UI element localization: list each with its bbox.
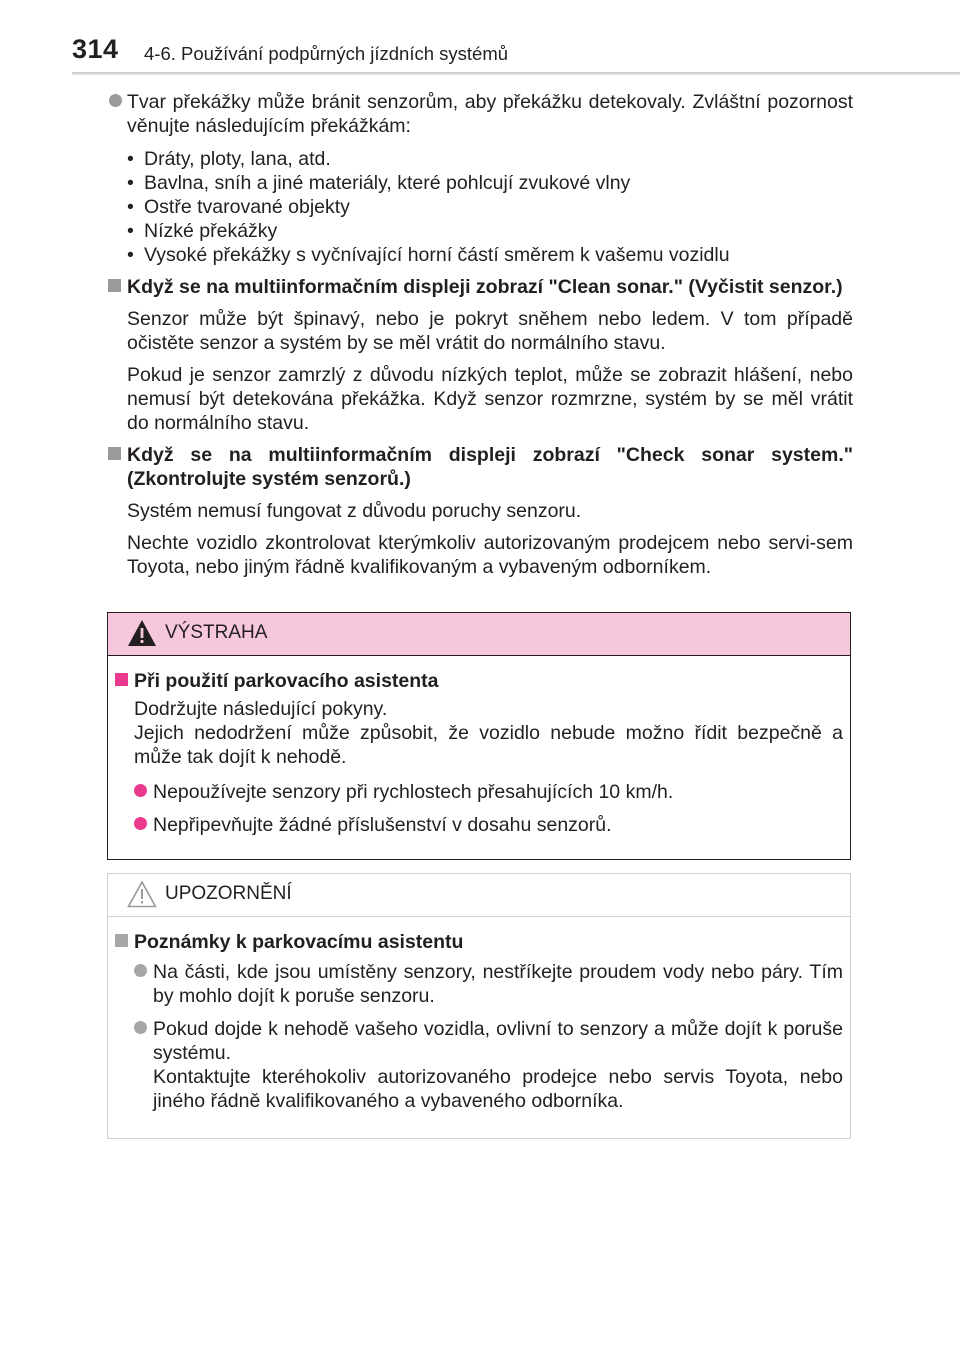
bullet-dot-icon <box>109 94 122 107</box>
warning-title: VÝSTRAHA <box>165 622 268 643</box>
heading-square-icon <box>115 673 128 686</box>
header-divider <box>72 72 960 75</box>
paragraph: Pokud je senzor zamrzlý z důvodu nízkých teplot, může se zobrazit hlášení, nebo nemusí být detekována překážka. Když senzor rozmrzne, systém by se měl vrátit do normálního stavu. <box>127 364 853 434</box>
intro-text: Tvar překážky může bránit senzorům, aby překážku detekovaly. Zvláštní pozornost věnujte následujícím překážkám: <box>127 91 853 137</box>
warning-line: Dodržujte následující pokyny. <box>134 698 388 720</box>
bullet-dot-icon <box>134 1021 147 1034</box>
paragraph: Systém nemusí fungovat z důvodu poruchy senzoru. <box>127 500 582 522</box>
page-number: 314 <box>72 34 119 64</box>
warning-bullet: Nepřipevňujte žádné příslušenství v dosahu senzorů. <box>115 813 843 837</box>
section-heading-check: Když se na multiinformačním displeji zobrazí "Check sonar system." (Zkontrolujte systém senzorů.) <box>108 443 853 491</box>
paragraph: Nechte vozidlo zkontrolovat kterýmkoliv autorizovaným prodejcem nebo servi-sem Toyota, nebo jiným řádně kvalifikovaným a vybaveným odborníkem. <box>127 532 853 578</box>
notice-extra: Kontaktujte kteréhokoliv autorizovaného prodejce nebo servis Toyota, nebo jiného řádně kvalifikovaného a vybaveného odborníka. <box>153 1066 843 1112</box>
caution-triangle-icon <box>127 880 157 908</box>
warning-heading: Při použití parkovacího asistenta <box>115 669 843 693</box>
notice-box <box>107 873 851 1139</box>
list-item: • Vysoké překážky s vyčnívající horní částí směrem k vašemu vozidlu <box>127 244 730 266</box>
notice-title: UPOZORNĚNÍ <box>165 883 292 904</box>
notice-body <box>115 930 843 1122</box>
main-content <box>108 90 853 587</box>
obstacle-list <box>108 147 853 267</box>
section-heading-clean: Když se na multiinformačním displeji zobrazí "Clean sonar." (Vyčistit senzor.) <box>108 275 853 299</box>
warning-line: Jejich nedodržení může způsobit, že vozidlo nebude možno řídit bezpečně a může tak dojít k nehodě. <box>134 722 843 768</box>
warning-header <box>108 613 850 656</box>
bullet-dot-icon <box>134 964 147 977</box>
section-title: 4-6. Používání podpůrných jízdních systémů <box>144 43 509 64</box>
bullet-dot-icon <box>134 817 147 830</box>
warning-box <box>107 612 851 860</box>
notice-header <box>108 874 850 917</box>
list-item: • Nízké překážky <box>127 220 278 242</box>
list-item: • Bavlna, sníh a jiné materiály, které pohlcují zvukové vlny <box>127 172 631 194</box>
notice-bullet: Pokud dojde k nehodě vašeho vozidla, ovlivní to senzory a může dojít k poruše systému. <box>115 1017 843 1065</box>
list-item: • Dráty, ploty, lana, atd. <box>127 148 331 170</box>
intro-bullet <box>108 90 853 138</box>
notice-bullet: Na části, kde jsou umístěny senzory, nestříkejte proudem vody nebo páry. Tím by mohlo dojít k poruše senzoru. <box>115 960 843 1008</box>
heading-square-icon <box>108 447 121 460</box>
heading-square-icon <box>108 279 121 292</box>
paragraph: Senzor může být špinavý, nebo je pokryt sněhem nebo ledem. V tom případě očistěte senzor a systém by se měl vrátit do normálního stavu. <box>127 308 853 354</box>
warning-bullet: Nepoužívejte senzory při rychlostech přesahujících 10 km/h. <box>115 780 843 804</box>
warning-triangle-icon <box>127 619 157 647</box>
bullet-dot-icon <box>134 784 147 797</box>
warning-body <box>115 669 843 846</box>
list-item: • Ostře tvarované objekty <box>127 196 350 218</box>
notice-heading: Poznámky k parkovacímu asistentu <box>115 930 843 954</box>
heading-square-icon <box>115 934 128 947</box>
